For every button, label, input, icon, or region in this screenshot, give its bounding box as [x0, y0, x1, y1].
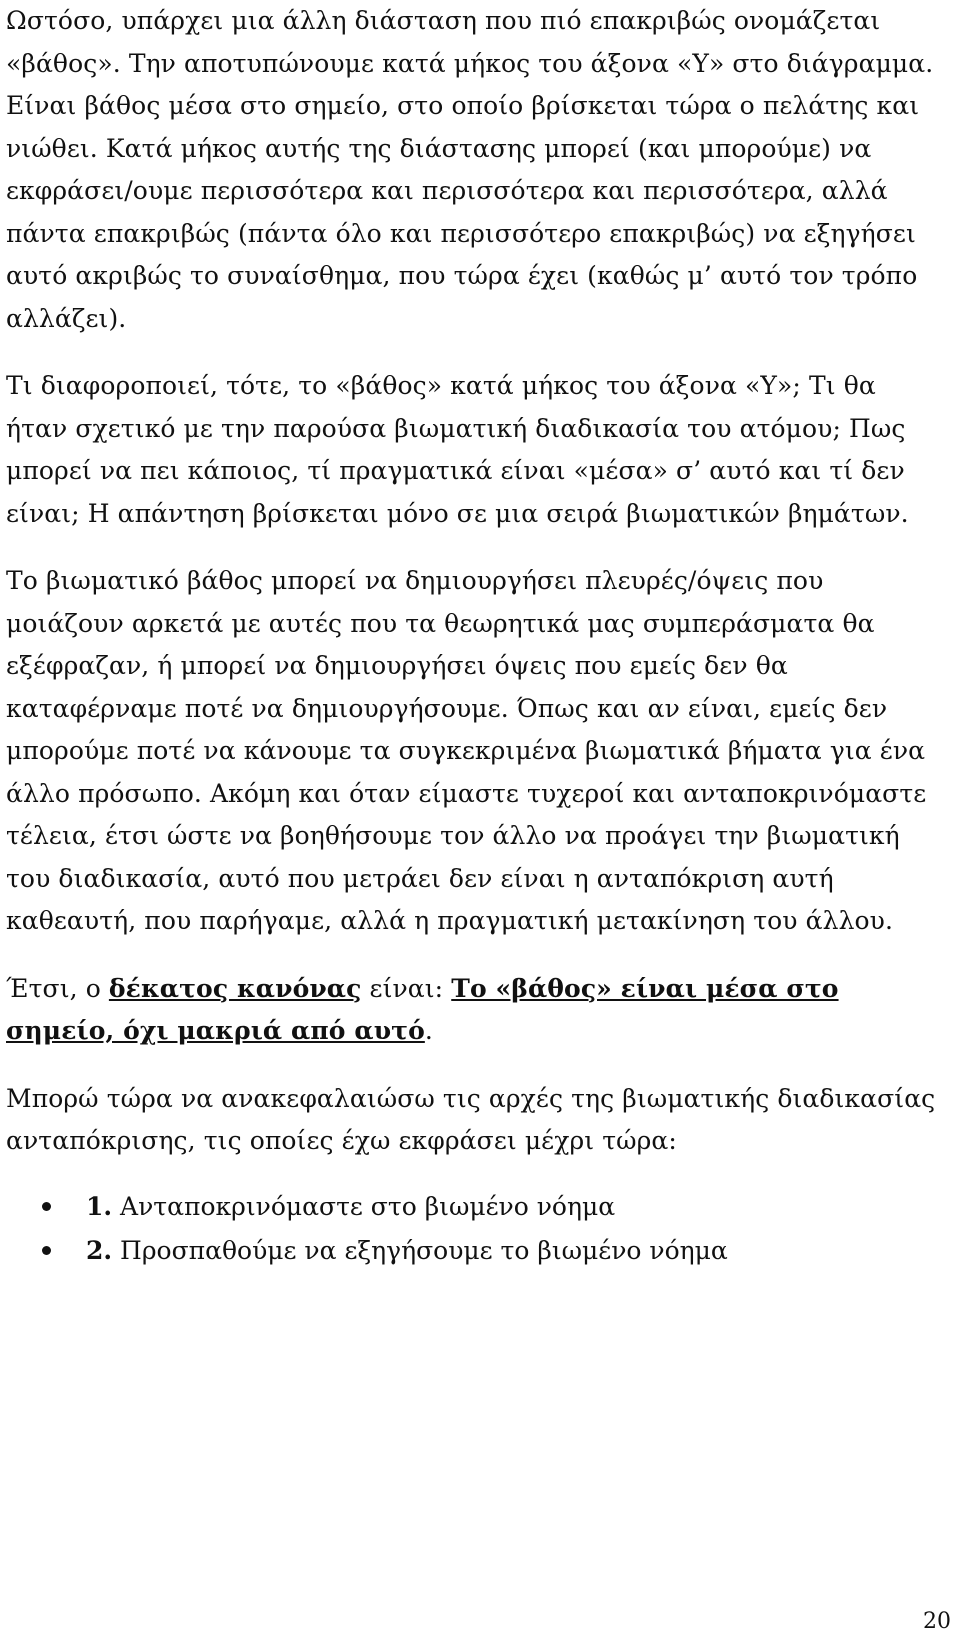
- rule-suffix: .: [424, 1016, 433, 1045]
- list-item-number: 1.: [86, 1191, 113, 1221]
- bullet-icon: [42, 1202, 51, 1211]
- paragraph-summary-intro: Μπορώ τώρα να ανακεφαλαιώσω τις αρχές της βιωματικής διαδικασίας ανταπόκρισης, τις οποίες έχω εκφράσει μέχρι τώρα:: [6, 1083, 936, 1155]
- paragraph-gap: [6, 535, 940, 560]
- paragraph-depth-question: Τι διαφοροποιεί, τότε, το «βάθος» κατά μήκος του άξονα «Υ»; Τι θα ήταν σχετικό με την παρούσα βιωματική διαδικασία του ατόμου; Πως μπορεί να πει κάποιος, τί πραγματικά είναι «μέσα» σ’ αυτό και τί δεν είναι; Η απάντηση βρίσκεται μόνο σε μια σειρά βιωματικών βημάτων.: [6, 371, 909, 528]
- paragraph-gap: [6, 1053, 940, 1078]
- rule-mid: είναι:: [361, 973, 452, 1003]
- paragraph-experiential-depth: Το βιωματικό βάθος μπορεί να δημιουργήσει πλευρές/όψεις που μοιάζουν αρκετά με αυτές που τα θεωρητικά μας συμπεράσματα θα εξέφραζαν, ή μπορεί να δημιουργήσει όψεις που εμείς δεν θα καταφέρναμε ποτέ να δημιουργήσουμε. Όπως και αν είναι, εμείς δεν μπορούμε ποτέ να κάνουμε τα συγκεκριμένα βιωματικά βήματα για ένα άλλο πρόσωπο. Ακόμη και όταν είμαστε τυχεροί και ανταποκρινόμαστε τέλεια, έτσι ώστε να βοηθήσουμε τον άλλο να προάγει την βιωματική του διαδικασία, αυτό που μετράει δεν είναι η ανταπόκριση αυτή καθεαυτή, που παρήγαμε, αλλά η πραγματική μετακίνηση του άλλου.: [6, 566, 927, 935]
- paragraph-gap: [6, 1163, 940, 1185]
- paragraph-gap: [6, 943, 940, 968]
- list-item-text: Προσπαθούμε να εξηγήσουμε το βιωμένο νόημα: [112, 1235, 728, 1265]
- page-number: 20: [923, 1609, 951, 1634]
- list-item: [6, 1229, 940, 1273]
- rule-statement: Το «βάθος» είναι μέσα στο σημείο, όχι μακριά από αυτό: [6, 973, 839, 1045]
- principles-list: [6, 1185, 940, 1273]
- rule-prefix: Έτσι, ο: [6, 973, 109, 1003]
- list-item: [6, 1185, 940, 1229]
- list-item-number: 2.: [86, 1235, 113, 1265]
- rule-name: δέκατος κανόνας: [108, 973, 362, 1003]
- bullet-icon: [42, 1246, 51, 1255]
- paragraph-tenth-rule: [6, 968, 940, 1053]
- paragraph-gap: [6, 340, 940, 365]
- paragraph-depth-intro: Ωστόσο, υπάρχει μια άλλη διάσταση που πιό επακριβώς ονομάζεται «βάθος». Την αποτυπώνουμε κατά μήκος του άξονα «Υ» στο διάγραμμα. Είναι βάθος μέσα στο σημείο, στο οποίο βρίσκεται τώρα ο πελάτης και νιώθει. Κατά μήκος αυτής της διάστασης μπορεί (και μπορούμε) να εκφράσει/ουμε περισσότερα και περισσότερα και περισσότερα, αλλά πάντα επακριβώς (πάντα όλο και περισσότερο επακριβώς) να εξηγήσει αυτό ακριβώς το συναίσθημα, που τώρα έχει (καθώς μ’ αυτό τον τρόπο αλλάζει).: [6, 6, 934, 333]
- list-item-text: Ανταποκρινόμαστε στο βιωμένο νόημα: [112, 1191, 616, 1221]
